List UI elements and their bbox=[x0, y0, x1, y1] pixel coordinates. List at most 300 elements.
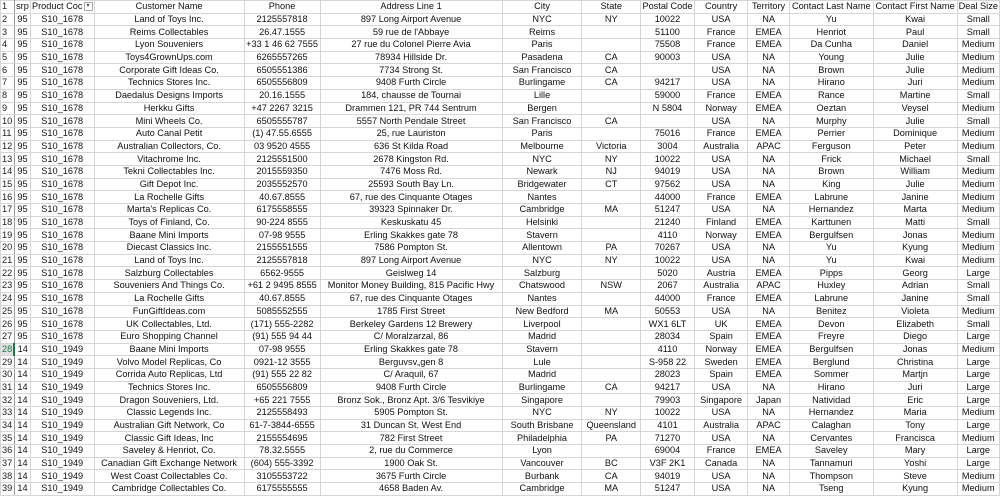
cell[interactable]: 14 bbox=[14, 445, 30, 458]
cell[interactable]: Baane Mini Imports bbox=[94, 229, 244, 242]
cell[interactable]: Medium bbox=[957, 51, 999, 64]
cell[interactable]: USA bbox=[694, 483, 747, 496]
cell[interactable]: Geislweg 14 bbox=[320, 267, 502, 280]
cell[interactable]: USA bbox=[694, 64, 747, 77]
cell[interactable] bbox=[582, 26, 641, 39]
cell[interactable]: (91) 555 22 82 bbox=[244, 368, 320, 381]
cell[interactable]: Philadelphia bbox=[502, 432, 582, 445]
cell[interactable]: 14 bbox=[14, 394, 30, 407]
cell[interactable]: Vitachrome Inc. bbox=[94, 153, 244, 166]
cell[interactable]: S10_1678 bbox=[30, 64, 94, 77]
cell[interactable]: 636 St Kilda Road bbox=[320, 140, 502, 153]
cell[interactable]: Small bbox=[957, 216, 999, 229]
cell[interactable]: S10_1678 bbox=[30, 89, 94, 102]
cell[interactable]: EMEA bbox=[748, 267, 790, 280]
cell[interactable]: NA bbox=[748, 153, 790, 166]
cell[interactable]: 95 bbox=[14, 127, 30, 140]
column-header[interactable] bbox=[748, 1, 790, 14]
cell[interactable]: MA bbox=[582, 204, 641, 217]
cell[interactable]: USA bbox=[694, 13, 747, 26]
cell[interactable]: Small bbox=[957, 153, 999, 166]
cell[interactable] bbox=[582, 191, 641, 204]
cell[interactable]: EMEA bbox=[748, 127, 790, 140]
cell[interactable]: 3675 Furth Circle bbox=[320, 470, 502, 483]
cell[interactable]: Ferguson bbox=[789, 140, 873, 153]
cell[interactable]: Paris bbox=[502, 127, 582, 140]
cell[interactable]: Medium bbox=[957, 102, 999, 115]
cell[interactable]: S10_1678 bbox=[30, 153, 94, 166]
cell[interactable] bbox=[582, 39, 641, 52]
cell[interactable]: USA bbox=[694, 305, 747, 318]
column-header[interactable] bbox=[789, 1, 873, 14]
cell[interactable]: 95 bbox=[14, 102, 30, 115]
cell[interactable]: Medium bbox=[957, 178, 999, 191]
cell[interactable]: S10_1678 bbox=[30, 77, 94, 90]
cell[interactable]: 95 bbox=[14, 267, 30, 280]
cell[interactable]: Salzburg bbox=[502, 267, 582, 280]
cell[interactable]: 95 bbox=[14, 229, 30, 242]
cell[interactable]: Young bbox=[789, 51, 873, 64]
cell[interactable]: EMEA bbox=[748, 292, 790, 305]
cell[interactable]: 71270 bbox=[641, 432, 695, 445]
cell[interactable]: West Coast Collectables Co. bbox=[94, 470, 244, 483]
row-header[interactable]: 38 bbox=[1, 470, 15, 483]
cell[interactable]: Georg bbox=[873, 267, 957, 280]
cell[interactable]: 94019 bbox=[641, 470, 695, 483]
cell[interactable]: 31 Duncan St. West End bbox=[320, 419, 502, 432]
cell[interactable]: Reims Collectables bbox=[94, 26, 244, 39]
cell[interactable]: S10_1678 bbox=[30, 216, 94, 229]
cell[interactable]: Norway bbox=[694, 343, 747, 356]
cell[interactable]: 897 Long Airport Avenue bbox=[320, 254, 502, 267]
cell[interactable]: 27 rue du Colonel Pierre Avia bbox=[320, 39, 502, 52]
cell[interactable]: S10_1678 bbox=[30, 191, 94, 204]
cell[interactable] bbox=[582, 368, 641, 381]
column-header[interactable] bbox=[14, 1, 30, 14]
cell[interactable]: NA bbox=[748, 470, 790, 483]
cell[interactable]: EMEA bbox=[748, 191, 790, 204]
column-header[interactable] bbox=[502, 1, 582, 14]
cell[interactable] bbox=[582, 330, 641, 343]
cell[interactable]: Austria bbox=[694, 267, 747, 280]
row-header[interactable]: 1 bbox=[1, 1, 15, 14]
cell[interactable]: Martјn bbox=[873, 368, 957, 381]
cell[interactable]: USA bbox=[694, 204, 747, 217]
cell[interactable]: CA bbox=[582, 470, 641, 483]
row-header[interactable]: 4 bbox=[1, 39, 15, 52]
cell[interactable]: Classic Gift Ideas, Inc bbox=[94, 432, 244, 445]
cell[interactable]: S10_1678 bbox=[30, 292, 94, 305]
cell[interactable]: 5557 North Pendale Street bbox=[320, 115, 502, 128]
cell[interactable]: Burbank bbox=[502, 470, 582, 483]
column-header[interactable] bbox=[244, 1, 320, 14]
cell[interactable]: Henriot bbox=[789, 26, 873, 39]
cell[interactable] bbox=[582, 229, 641, 242]
cell[interactable]: 07-98 9555 bbox=[244, 229, 320, 242]
cell[interactable]: NA bbox=[748, 64, 790, 77]
cell[interactable]: NY bbox=[582, 153, 641, 166]
cell[interactable]: Spain bbox=[694, 368, 747, 381]
cell[interactable]: Large bbox=[957, 368, 999, 381]
cell[interactable]: Julie bbox=[873, 178, 957, 191]
cell[interactable]: Elizabeth bbox=[873, 318, 957, 331]
cell[interactable]: Australia bbox=[694, 280, 747, 293]
cell[interactable]: Tony bbox=[873, 419, 957, 432]
cell[interactable]: 95 bbox=[14, 13, 30, 26]
cell[interactable]: 75016 bbox=[641, 127, 695, 140]
cell[interactable]: Madrid bbox=[502, 368, 582, 381]
cell[interactable]: EMEA bbox=[748, 330, 790, 343]
cell[interactable]: 70267 bbox=[641, 242, 695, 255]
cell[interactable]: Canada bbox=[694, 457, 747, 470]
cell[interactable]: 6505551386 bbox=[244, 64, 320, 77]
cell[interactable]: S10_1949 bbox=[30, 445, 94, 458]
cell[interactable]: King bbox=[789, 178, 873, 191]
cell[interactable]: S10_1678 bbox=[30, 140, 94, 153]
cell[interactable]: Diego bbox=[873, 330, 957, 343]
cell[interactable]: Tekni Collectables Inc. bbox=[94, 165, 244, 178]
cell[interactable]: Stavern bbox=[502, 343, 582, 356]
cell[interactable]: EMEA bbox=[748, 102, 790, 115]
cell[interactable]: NA bbox=[748, 178, 790, 191]
cell[interactable]: S10_1949 bbox=[30, 343, 94, 356]
cell[interactable]: William bbox=[873, 165, 957, 178]
cell[interactable]: 59000 bbox=[641, 89, 695, 102]
cell[interactable]: 40.67.8555 bbox=[244, 191, 320, 204]
cell[interactable]: NA bbox=[748, 254, 790, 267]
cell[interactable]: S10_1678 bbox=[30, 26, 94, 39]
cell[interactable]: S10_1949 bbox=[30, 419, 94, 432]
cell[interactable]: Australia bbox=[694, 419, 747, 432]
cell[interactable]: EMEA bbox=[748, 216, 790, 229]
cell[interactable]: 2015559350 bbox=[244, 165, 320, 178]
cell[interactable]: Spain bbox=[694, 330, 747, 343]
row-header[interactable]: 8 bbox=[1, 89, 15, 102]
cell[interactable]: S-958 22 bbox=[641, 356, 695, 369]
row-header[interactable]: 24 bbox=[1, 292, 15, 305]
cell[interactable]: 95 bbox=[14, 26, 30, 39]
column-header[interactable] bbox=[641, 1, 695, 14]
row-header[interactable]: 29 bbox=[1, 356, 15, 369]
cell[interactable]: Large bbox=[957, 457, 999, 470]
cell[interactable]: 95 bbox=[14, 178, 30, 191]
cell[interactable]: 6175558555 bbox=[244, 204, 320, 217]
cell[interactable]: France bbox=[694, 127, 747, 140]
cell[interactable]: Bridgewater bbox=[502, 178, 582, 191]
cell[interactable]: 95 bbox=[14, 330, 30, 343]
cell[interactable]: Labrune bbox=[789, 191, 873, 204]
cell[interactable]: 7734 Strong St. bbox=[320, 64, 502, 77]
cell[interactable]: CT bbox=[582, 178, 641, 191]
cell[interactable]: Drammen 121, PR 744 Sentrum bbox=[320, 102, 502, 115]
cell[interactable]: USA bbox=[694, 432, 747, 445]
cell[interactable]: NY bbox=[582, 254, 641, 267]
cell[interactable]: 4658 Baden Av. bbox=[320, 483, 502, 496]
cell[interactable]: NA bbox=[748, 457, 790, 470]
cell[interactable]: Natividad bbox=[789, 394, 873, 407]
cell[interactable]: USA bbox=[694, 77, 747, 90]
cell[interactable]: Juri bbox=[873, 381, 957, 394]
cell[interactable]: Steve bbox=[873, 470, 957, 483]
cell[interactable]: V3F 2K1 bbox=[641, 457, 695, 470]
row-header[interactable]: 6 bbox=[1, 64, 15, 77]
cell[interactable] bbox=[582, 356, 641, 369]
cell[interactable]: +65 221 7555 bbox=[244, 394, 320, 407]
cell[interactable]: Euro Shopping Channel bbox=[94, 330, 244, 343]
cell[interactable]: Kwai bbox=[873, 13, 957, 26]
cell[interactable]: 95 bbox=[14, 115, 30, 128]
cell[interactable]: Technics Stores Inc. bbox=[94, 381, 244, 394]
cell[interactable]: 95 bbox=[14, 51, 30, 64]
cell[interactable] bbox=[582, 445, 641, 458]
cell[interactable]: Souveniers And Things Co. bbox=[94, 280, 244, 293]
cell[interactable]: Tannamuri bbox=[789, 457, 873, 470]
cell[interactable]: S10_1678 bbox=[30, 39, 94, 52]
cell[interactable]: Large bbox=[957, 267, 999, 280]
cell[interactable]: Violeta bbox=[873, 305, 957, 318]
cell[interactable]: USA bbox=[694, 381, 747, 394]
cell[interactable]: (91) 555 94 44 bbox=[244, 330, 320, 343]
cell[interactable]: Adrian bbox=[873, 280, 957, 293]
cell[interactable]: NYC bbox=[502, 407, 582, 420]
cell[interactable]: 7586 Pompton St. bbox=[320, 242, 502, 255]
cell[interactable]: 2155551555 bbox=[244, 242, 320, 255]
cell[interactable]: 95 bbox=[14, 165, 30, 178]
cell[interactable] bbox=[582, 102, 641, 115]
cell[interactable]: 59 rue de l'Abbaye bbox=[320, 26, 502, 39]
cell[interactable]: Labrune bbox=[789, 292, 873, 305]
cell[interactable]: 6505555787 bbox=[244, 115, 320, 128]
cell[interactable]: 95 bbox=[14, 77, 30, 90]
cell[interactable]: USA bbox=[694, 115, 747, 128]
cell[interactable]: S10_1678 bbox=[30, 318, 94, 331]
cell[interactable]: Julie bbox=[873, 64, 957, 77]
cell[interactable]: 2125558493 bbox=[244, 407, 320, 420]
cell[interactable]: Queensland bbox=[582, 419, 641, 432]
cell[interactable]: Eric bbox=[873, 394, 957, 407]
cell[interactable]: 95 bbox=[14, 242, 30, 255]
cell[interactable]: Large bbox=[957, 445, 999, 458]
cell[interactable]: Michael bbox=[873, 153, 957, 166]
cell[interactable] bbox=[582, 292, 641, 305]
cell[interactable]: 1900 Oak St. bbox=[320, 457, 502, 470]
cell[interactable]: Large bbox=[957, 419, 999, 432]
cell[interactable]: 95 bbox=[14, 305, 30, 318]
cell[interactable]: Land of Toys Inc. bbox=[94, 13, 244, 26]
cell[interactable]: Yu bbox=[789, 13, 873, 26]
cell[interactable]: 2035552570 bbox=[244, 178, 320, 191]
cell[interactable]: NA bbox=[748, 483, 790, 496]
cell[interactable]: APAC bbox=[748, 280, 790, 293]
cell[interactable]: 9408 Furth Circle bbox=[320, 77, 502, 90]
row-header[interactable]: 27 bbox=[1, 330, 15, 343]
cell[interactable]: 2, rue du Commerce bbox=[320, 445, 502, 458]
row-header[interactable]: 3 bbox=[1, 26, 15, 39]
cell[interactable]: Paris bbox=[502, 39, 582, 52]
cell[interactable]: USA bbox=[694, 254, 747, 267]
cell[interactable]: NYC bbox=[502, 254, 582, 267]
cell[interactable]: 14 bbox=[14, 483, 30, 496]
cell[interactable]: Hernandez bbox=[789, 407, 873, 420]
cell[interactable]: +47 2267 3215 bbox=[244, 102, 320, 115]
cell[interactable]: 14 bbox=[14, 381, 30, 394]
cell[interactable]: Medium bbox=[957, 483, 999, 496]
cell[interactable]: 50553 bbox=[641, 305, 695, 318]
cell[interactable]: S10_1678 bbox=[30, 127, 94, 140]
column-header[interactable] bbox=[873, 1, 957, 14]
cell[interactable]: NA bbox=[748, 51, 790, 64]
cell[interactable]: 90-224 8555 bbox=[244, 216, 320, 229]
cell[interactable]: S10_1678 bbox=[30, 267, 94, 280]
cell[interactable]: CA bbox=[582, 51, 641, 64]
cell[interactable]: Cambridge bbox=[502, 483, 582, 496]
cell[interactable]: Helsinki bbox=[502, 216, 582, 229]
cell[interactable]: NA bbox=[748, 13, 790, 26]
cell[interactable]: 184, chausse de Tournai bbox=[320, 89, 502, 102]
cell[interactable]: Singapore bbox=[694, 394, 747, 407]
cell[interactable]: S10_1678 bbox=[30, 204, 94, 217]
cell[interactable]: Medium bbox=[957, 343, 999, 356]
cell[interactable]: Calaghan bbox=[789, 419, 873, 432]
cell[interactable]: S10_1678 bbox=[30, 51, 94, 64]
cell[interactable]: Daedalus Designs Imports bbox=[94, 89, 244, 102]
cell[interactable]: S10_1949 bbox=[30, 470, 94, 483]
cell[interactable]: USA bbox=[694, 178, 747, 191]
cell[interactable]: Japan bbox=[748, 394, 790, 407]
cell[interactable]: La Rochelle Gifts bbox=[94, 191, 244, 204]
cell[interactable]: Karttunen bbox=[789, 216, 873, 229]
cell[interactable]: CA bbox=[582, 77, 641, 90]
row-header[interactable]: 13 bbox=[1, 153, 15, 166]
cell[interactable]: 14 bbox=[14, 470, 30, 483]
cell[interactable]: Erling Skakkes gate 78 bbox=[320, 343, 502, 356]
row-header[interactable]: 18 bbox=[1, 216, 15, 229]
cell[interactable]: Kyung bbox=[873, 242, 957, 255]
column-header[interactable] bbox=[582, 1, 641, 14]
cell[interactable]: NYC bbox=[502, 153, 582, 166]
cell[interactable]: Janine bbox=[873, 191, 957, 204]
row-header[interactable]: 10 bbox=[1, 115, 15, 128]
cell[interactable]: EMEA bbox=[748, 318, 790, 331]
cell[interactable]: Brown bbox=[789, 64, 873, 77]
cell[interactable]: BC bbox=[582, 457, 641, 470]
cell[interactable]: Burlingame bbox=[502, 77, 582, 90]
cell[interactable]: Reims bbox=[502, 26, 582, 39]
cell[interactable]: 6505556809 bbox=[244, 77, 320, 90]
cell[interactable]: 61-7-3844-6555 bbox=[244, 419, 320, 432]
cell[interactable]: 95 bbox=[14, 64, 30, 77]
cell[interactable]: Medium bbox=[957, 229, 999, 242]
row-header[interactable]: 11 bbox=[1, 127, 15, 140]
filter-dropdown-icon[interactable]: ▾ bbox=[84, 2, 93, 11]
cell[interactable]: Kwai bbox=[873, 254, 957, 267]
cell[interactable]: USA bbox=[694, 242, 747, 255]
cell[interactable]: 14 bbox=[14, 343, 30, 356]
cell[interactable]: Chatswood bbox=[502, 280, 582, 293]
cell[interactable]: 5905 Pompton St. bbox=[320, 407, 502, 420]
cell[interactable]: 14 bbox=[14, 432, 30, 445]
cell[interactable]: PA bbox=[582, 242, 641, 255]
cell[interactable]: 1785 First Street bbox=[320, 305, 502, 318]
cell[interactable]: NSW bbox=[582, 280, 641, 293]
cell[interactable]: CA bbox=[582, 381, 641, 394]
row-header[interactable]: 34 bbox=[1, 419, 15, 432]
cell[interactable]: Kyung bbox=[873, 483, 957, 496]
cell[interactable]: Medium bbox=[957, 432, 999, 445]
cell[interactable]: 10022 bbox=[641, 153, 695, 166]
cell[interactable]: Benitez bbox=[789, 305, 873, 318]
cell[interactable]: 28023 bbox=[641, 368, 695, 381]
row-header[interactable]: 36 bbox=[1, 445, 15, 458]
column-header[interactable] bbox=[957, 1, 999, 14]
cell[interactable]: 95 bbox=[14, 254, 30, 267]
cell[interactable]: Frick bbox=[789, 153, 873, 166]
cell[interactable]: S10_1949 bbox=[30, 483, 94, 496]
cell[interactable]: NY bbox=[582, 407, 641, 420]
cell[interactable]: NA bbox=[748, 305, 790, 318]
cell[interactable]: 10022 bbox=[641, 254, 695, 267]
cell[interactable]: 95 bbox=[14, 89, 30, 102]
cell[interactable]: Medium bbox=[957, 140, 999, 153]
cell[interactable]: 67, rue des Cinquante Otages bbox=[320, 191, 502, 204]
cell[interactable]: 2155554695 bbox=[244, 432, 320, 445]
cell[interactable]: CA bbox=[582, 64, 641, 77]
cell[interactable]: EMEA bbox=[748, 89, 790, 102]
cell[interactable]: Peter bbox=[873, 140, 957, 153]
cell[interactable]: Janine bbox=[873, 292, 957, 305]
cell[interactable]: 95 bbox=[14, 280, 30, 293]
cell[interactable]: 95 bbox=[14, 318, 30, 331]
cell[interactable]: Yoshi bbox=[873, 457, 957, 470]
cell[interactable]: 14 bbox=[14, 407, 30, 420]
cell[interactable]: Bergen bbox=[502, 102, 582, 115]
cell[interactable]: C/ Araquil, 67 bbox=[320, 368, 502, 381]
cell[interactable]: Toys of Finland, Co. bbox=[94, 216, 244, 229]
cell[interactable]: Singapore bbox=[502, 394, 582, 407]
cell[interactable] bbox=[582, 127, 641, 140]
cell[interactable]: Julie bbox=[873, 51, 957, 64]
cell[interactable]: S10_1949 bbox=[30, 432, 94, 445]
cell[interactable]: 07-98 9555 bbox=[244, 343, 320, 356]
cell[interactable]: USA bbox=[694, 51, 747, 64]
cell[interactable]: Technics Stores Inc. bbox=[94, 77, 244, 90]
cell[interactable]: Newark bbox=[502, 165, 582, 178]
cell[interactable]: Large bbox=[957, 381, 999, 394]
cell[interactable]: Saveley bbox=[789, 445, 873, 458]
row-header[interactable]: 15 bbox=[1, 178, 15, 191]
cell[interactable]: 14 bbox=[14, 457, 30, 470]
cell[interactable]: Brown bbox=[789, 165, 873, 178]
cell[interactable]: Murphy bbox=[789, 115, 873, 128]
cell[interactable]: UK bbox=[694, 318, 747, 331]
cell[interactable]: 94217 bbox=[641, 381, 695, 394]
cell[interactable]: NYC bbox=[502, 13, 582, 26]
cell[interactable]: S10_1678 bbox=[30, 178, 94, 191]
cell[interactable]: Dragon Souveniers, Ltd. bbox=[94, 394, 244, 407]
cell[interactable]: Sweden bbox=[694, 356, 747, 369]
cell[interactable]: S10_1949 bbox=[30, 394, 94, 407]
cell[interactable]: 69004 bbox=[641, 445, 695, 458]
cell[interactable]: France bbox=[694, 39, 747, 52]
cell[interactable]: 25, rue Lauriston bbox=[320, 127, 502, 140]
cell[interactable]: Jonas bbox=[873, 343, 957, 356]
cell[interactable]: Martine bbox=[873, 89, 957, 102]
cell[interactable]: 28034 bbox=[641, 330, 695, 343]
cell[interactable]: Paul bbox=[873, 26, 957, 39]
cell[interactable]: 95 bbox=[14, 191, 30, 204]
cell[interactable]: Marta bbox=[873, 204, 957, 217]
cell[interactable]: Small bbox=[957, 318, 999, 331]
